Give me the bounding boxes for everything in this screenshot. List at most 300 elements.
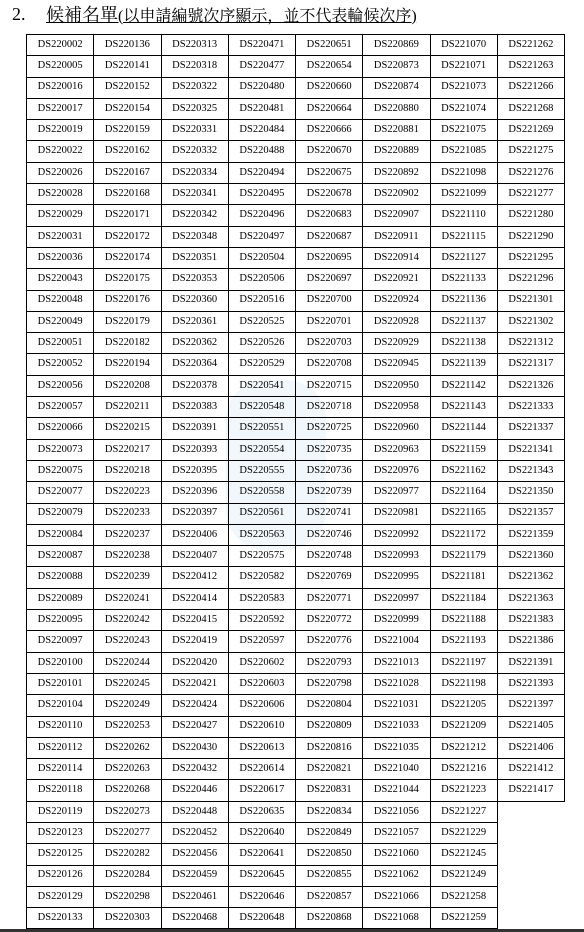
- application-number-cell: DS220179: [94, 311, 161, 332]
- application-number-cell: DS221333: [497, 397, 564, 418]
- application-number-cell: DS221136: [430, 290, 497, 311]
- application-number-cell: DS221070: [430, 35, 497, 56]
- application-number-cell: DS220125: [27, 844, 94, 865]
- application-number-cell: DS220664: [296, 98, 363, 119]
- application-number-cell: DS221165: [430, 503, 497, 524]
- application-number-cell: DS221068: [363, 908, 430, 929]
- application-number-cell: DS220902: [363, 184, 430, 205]
- application-number-cell: DS220239: [94, 567, 161, 588]
- application-number-cell: DS221295: [497, 247, 564, 268]
- application-number-cell: DS221127: [430, 247, 497, 268]
- section-heading: [12, 0, 417, 28]
- application-number-cell: DS220654: [296, 56, 363, 77]
- application-number-cell: DS220446: [161, 780, 228, 801]
- application-number-cell: DS220168: [94, 184, 161, 205]
- application-number-cell: DS220351: [161, 247, 228, 268]
- application-number-cell: DS220950: [363, 375, 430, 396]
- application-number-cell: DS220873: [363, 56, 430, 77]
- application-number-cell: DS220421: [161, 673, 228, 694]
- application-number-cell: DS220407: [161, 546, 228, 567]
- application-number-cell: DS220277: [94, 822, 161, 843]
- application-number-cell: DS220031: [27, 226, 94, 247]
- application-number-cell: DS220129: [27, 886, 94, 907]
- application-number-cell: DS220353: [161, 269, 228, 290]
- table-row: [27, 120, 565, 141]
- application-number-cell: DS220088: [27, 567, 94, 588]
- application-number-cell: DS220477: [228, 56, 295, 77]
- application-number-cell: DS220249: [94, 695, 161, 716]
- application-number-cell: DS221138: [430, 333, 497, 354]
- application-number-cell: DS220334: [161, 162, 228, 183]
- application-number-cell: DS220748: [296, 546, 363, 567]
- waiting-list-body: [27, 35, 565, 929]
- application-number-cell: DS221074: [430, 98, 497, 119]
- application-number-cell: DS221184: [430, 588, 497, 609]
- application-number-cell: DS220739: [296, 482, 363, 503]
- application-number-cell: DS220548: [228, 397, 295, 418]
- application-number-cell: DS220005: [27, 56, 94, 77]
- application-number-cell: DS220162: [94, 141, 161, 162]
- application-number-cell: DS221159: [430, 439, 497, 460]
- empty-cell: [497, 865, 564, 886]
- application-number-cell: DS221057: [363, 822, 430, 843]
- application-number-cell: DS221099: [430, 184, 497, 205]
- application-number-cell: DS220582: [228, 567, 295, 588]
- application-number-cell: DS220419: [161, 631, 228, 652]
- application-number-cell: DS221302: [497, 311, 564, 332]
- application-number-cell: DS220697: [296, 269, 363, 290]
- application-number-cell: DS221350: [497, 482, 564, 503]
- application-number-cell: DS220504: [228, 247, 295, 268]
- table-row: [27, 631, 565, 652]
- application-number-cell: DS220360: [161, 290, 228, 311]
- table-row: [27, 503, 565, 524]
- application-number-cell: DS220929: [363, 333, 430, 354]
- waiting-list-table: [26, 34, 565, 929]
- application-number-cell: DS221397: [497, 695, 564, 716]
- application-number-cell: DS221115: [430, 226, 497, 247]
- application-number-cell: DS220495: [228, 184, 295, 205]
- application-number-cell: DS220484: [228, 120, 295, 141]
- application-number-cell: DS220614: [228, 759, 295, 780]
- application-number-cell: DS221360: [497, 546, 564, 567]
- application-number-cell: DS220331: [161, 120, 228, 141]
- application-number-cell: DS220461: [161, 886, 228, 907]
- application-number-cell: DS220480: [228, 77, 295, 98]
- application-number-cell: DS221290: [497, 226, 564, 247]
- application-number-cell: DS220558: [228, 482, 295, 503]
- application-number-cell: DS220066: [27, 418, 94, 439]
- table-row: [27, 333, 565, 354]
- application-number-cell: DS220928: [363, 311, 430, 332]
- application-number-cell: DS220606: [228, 695, 295, 716]
- application-number-cell: DS220735: [296, 439, 363, 460]
- application-number-cell: DS220136: [94, 35, 161, 56]
- table-row: [27, 184, 565, 205]
- application-number-cell: DS221060: [363, 844, 430, 865]
- application-number-cell: DS221326: [497, 375, 564, 396]
- application-number-cell: DS220651: [296, 35, 363, 56]
- application-number-cell: DS221317: [497, 354, 564, 375]
- application-number-cell: DS220056: [27, 375, 94, 396]
- application-number-cell: DS220541: [228, 375, 295, 396]
- application-number-cell: DS220977: [363, 482, 430, 503]
- application-number-cell: DS220097: [27, 631, 94, 652]
- section-title-note: (以申請編號次序顯示，並不代表輪候次序): [118, 7, 417, 25]
- application-number-cell: DS220640: [228, 822, 295, 843]
- application-number-cell: DS220700: [296, 290, 363, 311]
- application-number-cell: DS220868: [296, 908, 363, 929]
- application-number-cell: DS220208: [94, 375, 161, 396]
- application-number-cell: DS220746: [296, 524, 363, 545]
- application-number-cell: DS220079: [27, 503, 94, 524]
- application-number-cell: DS221259: [430, 908, 497, 929]
- application-number-cell: DS220427: [161, 716, 228, 737]
- application-number-cell: DS220119: [27, 801, 94, 822]
- application-number-cell: DS221312: [497, 333, 564, 354]
- application-number-cell: DS220958: [363, 397, 430, 418]
- table-row: [27, 269, 565, 290]
- application-number-cell: DS221405: [497, 716, 564, 737]
- application-number-cell: DS220430: [161, 737, 228, 758]
- application-number-cell: DS220218: [94, 460, 161, 481]
- table-row: [27, 77, 565, 98]
- application-number-cell: DS220159: [94, 120, 161, 141]
- application-number-cell: DS220126: [27, 865, 94, 886]
- application-number-cell: DS220215: [94, 418, 161, 439]
- application-number-cell: DS221181: [430, 567, 497, 588]
- application-number-cell: DS221296: [497, 269, 564, 290]
- application-number-cell: DS220175: [94, 269, 161, 290]
- table-row: [27, 652, 565, 673]
- table-row: [27, 524, 565, 545]
- table-row: [27, 780, 565, 801]
- application-number-cell: DS221044: [363, 780, 430, 801]
- application-number-cell: DS220253: [94, 716, 161, 737]
- application-number-cell: DS221073: [430, 77, 497, 98]
- application-number-cell: DS221277: [497, 184, 564, 205]
- application-number-cell: DS220613: [228, 737, 295, 758]
- application-number-cell: DS220172: [94, 226, 161, 247]
- table-row: [27, 588, 565, 609]
- application-number-cell: DS221276: [497, 162, 564, 183]
- application-number-cell: DS221071: [430, 56, 497, 77]
- application-number-cell: DS220718: [296, 397, 363, 418]
- application-number-cell: DS220432: [161, 759, 228, 780]
- application-number-cell: DS220849: [296, 822, 363, 843]
- table-row: [27, 311, 565, 332]
- application-number-cell: DS220468: [161, 908, 228, 929]
- application-number-cell: DS221249: [430, 865, 497, 886]
- application-number-cell: DS220075: [27, 460, 94, 481]
- application-number-cell: DS220298: [94, 886, 161, 907]
- application-number-cell: DS220167: [94, 162, 161, 183]
- application-number-cell: DS220036: [27, 247, 94, 268]
- application-number-cell: DS221227: [430, 801, 497, 822]
- application-number-cell: DS221263: [497, 56, 564, 77]
- application-number-cell: DS220683: [296, 205, 363, 226]
- application-number-cell: DS220976: [363, 460, 430, 481]
- application-number-cell: DS220960: [363, 418, 430, 439]
- application-number-cell: DS221040: [363, 759, 430, 780]
- application-number-cell: DS220798: [296, 673, 363, 694]
- application-number-cell: DS221406: [497, 737, 564, 758]
- application-number-cell: DS220816: [296, 737, 363, 758]
- application-number-cell: DS221417: [497, 780, 564, 801]
- application-number-cell: DS220341: [161, 184, 228, 205]
- application-number-cell: DS221341: [497, 439, 564, 460]
- application-number-cell: DS221143: [430, 397, 497, 418]
- application-number-cell: DS221179: [430, 546, 497, 567]
- application-number-cell: DS220424: [161, 695, 228, 716]
- application-number-cell: DS220118: [27, 780, 94, 801]
- application-number-cell: DS220420: [161, 652, 228, 673]
- application-number-cell: DS221193: [430, 631, 497, 652]
- application-number-cell: DS220452: [161, 822, 228, 843]
- application-number-cell: DS220831: [296, 780, 363, 801]
- table-row: [27, 35, 565, 56]
- application-number-cell: DS220238: [94, 546, 161, 567]
- application-number-cell: DS220089: [27, 588, 94, 609]
- application-number-cell: DS220602: [228, 652, 295, 673]
- application-number-cell: DS221056: [363, 801, 430, 822]
- application-number-cell: DS220648: [228, 908, 295, 929]
- application-number-cell: DS220016: [27, 77, 94, 98]
- application-number-cell: DS220881: [363, 120, 430, 141]
- application-number-cell: DS221133: [430, 269, 497, 290]
- application-number-cell: DS221268: [497, 98, 564, 119]
- application-number-cell: DS220995: [363, 567, 430, 588]
- application-number-cell: DS220114: [27, 759, 94, 780]
- application-number-cell: DS220414: [161, 588, 228, 609]
- application-number-cell: DS221013: [363, 652, 430, 673]
- application-number-cell: DS220963: [363, 439, 430, 460]
- application-number-cell: DS220171: [94, 205, 161, 226]
- application-number-cell: DS221223: [430, 780, 497, 801]
- application-number-cell: DS221363: [497, 588, 564, 609]
- application-number-cell: DS220496: [228, 205, 295, 226]
- application-number-cell: DS220028: [27, 184, 94, 205]
- application-number-cell: DS221275: [497, 141, 564, 162]
- application-number-cell: DS220176: [94, 290, 161, 311]
- empty-cell: [497, 908, 564, 929]
- application-number-cell: DS220597: [228, 631, 295, 652]
- application-number-cell: DS220313: [161, 35, 228, 56]
- table-row: [27, 290, 565, 311]
- application-number-cell: DS220141: [94, 56, 161, 77]
- application-number-cell: DS221245: [430, 844, 497, 865]
- application-number-cell: DS220563: [228, 524, 295, 545]
- application-number-cell: DS220284: [94, 865, 161, 886]
- application-number-cell: DS220736: [296, 460, 363, 481]
- application-number-cell: DS221258: [430, 886, 497, 907]
- application-number-cell: DS220043: [27, 269, 94, 290]
- application-number-cell: DS220695: [296, 247, 363, 268]
- application-number-cell: DS220610: [228, 716, 295, 737]
- application-number-cell: DS220211: [94, 397, 161, 418]
- table-row: [27, 226, 565, 247]
- table-row: [27, 695, 565, 716]
- application-number-cell: DS221383: [497, 610, 564, 631]
- table-row: [27, 865, 565, 886]
- application-number-cell: DS221198: [430, 673, 497, 694]
- application-number-cell: DS220406: [161, 524, 228, 545]
- application-number-cell: DS220383: [161, 397, 228, 418]
- table-row: [27, 759, 565, 780]
- application-number-cell: DS221212: [430, 737, 497, 758]
- table-row: [27, 908, 565, 929]
- application-number-cell: DS220488: [228, 141, 295, 162]
- application-number-cell: DS220241: [94, 588, 161, 609]
- application-number-cell: DS220073: [27, 439, 94, 460]
- application-number-cell: DS221393: [497, 673, 564, 694]
- application-number-cell: DS220084: [27, 524, 94, 545]
- application-number-cell: DS221066: [363, 886, 430, 907]
- application-number-cell: DS220049: [27, 311, 94, 332]
- table-row: [27, 460, 565, 481]
- application-number-cell: DS220834: [296, 801, 363, 822]
- application-number-cell: DS220725: [296, 418, 363, 439]
- application-number-cell: DS221028: [363, 673, 430, 694]
- application-number-cell: DS221062: [363, 865, 430, 886]
- application-number-cell: DS220703: [296, 333, 363, 354]
- application-number-cell: DS220245: [94, 673, 161, 694]
- application-number-cell: DS220678: [296, 184, 363, 205]
- application-number-cell: DS221197: [430, 652, 497, 673]
- table-row: [27, 801, 565, 822]
- application-number-cell: DS220992: [363, 524, 430, 545]
- application-number-cell: DS220154: [94, 98, 161, 119]
- application-number-cell: DS220318: [161, 56, 228, 77]
- application-number-cell: DS220217: [94, 439, 161, 460]
- application-number-cell: DS221162: [430, 460, 497, 481]
- application-number-cell: DS220412: [161, 567, 228, 588]
- application-number-cell: DS220641: [228, 844, 295, 865]
- application-number-cell: DS220506: [228, 269, 295, 290]
- table-row: [27, 482, 565, 503]
- application-number-cell: DS221386: [497, 631, 564, 652]
- application-number-cell: DS220809: [296, 716, 363, 737]
- application-number-cell: DS220776: [296, 631, 363, 652]
- table-row: [27, 567, 565, 588]
- application-number-cell: DS220104: [27, 695, 94, 716]
- application-number-cell: DS221269: [497, 120, 564, 141]
- application-number-cell: DS220551: [228, 418, 295, 439]
- table-row: [27, 886, 565, 907]
- empty-cell: [497, 844, 564, 865]
- table-row: [27, 418, 565, 439]
- application-number-cell: DS220708: [296, 354, 363, 375]
- application-number-cell: DS220603: [228, 673, 295, 694]
- application-number-cell: DS220396: [161, 482, 228, 503]
- application-number-cell: DS221142: [430, 375, 497, 396]
- application-number-cell: DS220325: [161, 98, 228, 119]
- application-number-cell: DS220057: [27, 397, 94, 418]
- application-number-cell: DS220174: [94, 247, 161, 268]
- application-number-cell: DS220793: [296, 652, 363, 673]
- application-number-cell: DS221139: [430, 354, 497, 375]
- application-number-cell: DS221412: [497, 759, 564, 780]
- application-number-cell: DS220026: [27, 162, 94, 183]
- application-number-cell: DS221229: [430, 822, 497, 843]
- application-number-cell: DS221031: [363, 695, 430, 716]
- empty-cell: [497, 822, 564, 843]
- application-number-cell: DS220471: [228, 35, 295, 56]
- table-row: [27, 162, 565, 183]
- application-number-cell: DS220526: [228, 333, 295, 354]
- application-number-cell: DS221301: [497, 290, 564, 311]
- application-number-cell: DS221035: [363, 737, 430, 758]
- application-number-cell: DS220100: [27, 652, 94, 673]
- application-number-cell: DS220769: [296, 567, 363, 588]
- table-row: [27, 546, 565, 567]
- application-number-cell: DS220715: [296, 375, 363, 396]
- table-row: [27, 673, 565, 694]
- application-number-cell: DS221004: [363, 631, 430, 652]
- application-number-cell: DS221164: [430, 482, 497, 503]
- application-number-cell: DS220646: [228, 886, 295, 907]
- application-number-cell: DS220393: [161, 439, 228, 460]
- application-number-cell: DS221266: [497, 77, 564, 98]
- application-number-cell: DS220997: [363, 588, 430, 609]
- application-number-cell: DS220687: [296, 226, 363, 247]
- application-number-cell: DS220494: [228, 162, 295, 183]
- application-number-cell: DS220821: [296, 759, 363, 780]
- application-number-cell: DS220945: [363, 354, 430, 375]
- application-number-cell: DS220397: [161, 503, 228, 524]
- application-number-cell: DS220617: [228, 780, 295, 801]
- application-number-cell: DS220914: [363, 247, 430, 268]
- application-number-cell: DS221098: [430, 162, 497, 183]
- application-number-cell: DS220182: [94, 333, 161, 354]
- application-number-cell: DS221137: [430, 311, 497, 332]
- application-number-cell: DS220273: [94, 801, 161, 822]
- application-number-cell: DS220194: [94, 354, 161, 375]
- empty-cell: [497, 886, 564, 907]
- application-number-cell: DS221343: [497, 460, 564, 481]
- table-row: [27, 716, 565, 737]
- application-number-cell: DS220152: [94, 77, 161, 98]
- application-number-cell: DS221362: [497, 567, 564, 588]
- application-number-cell: DS221075: [430, 120, 497, 141]
- application-number-cell: DS220892: [363, 162, 430, 183]
- application-number-cell: DS220448: [161, 801, 228, 822]
- application-number-cell: DS220525: [228, 311, 295, 332]
- application-number-cell: DS221209: [430, 716, 497, 737]
- application-number-cell: DS220575: [228, 546, 295, 567]
- application-number-cell: DS220029: [27, 205, 94, 226]
- application-number-cell: DS220880: [363, 98, 430, 119]
- application-number-cell: DS220993: [363, 546, 430, 567]
- application-number-cell: DS221359: [497, 524, 564, 545]
- application-number-cell: DS220561: [228, 503, 295, 524]
- application-number-cell: DS220481: [228, 98, 295, 119]
- application-number-cell: DS220262: [94, 737, 161, 758]
- section-title: 候補名單: [46, 5, 118, 25]
- empty-cell: [497, 801, 564, 822]
- application-number-cell: DS220874: [363, 77, 430, 98]
- application-number-cell: DS220869: [363, 35, 430, 56]
- application-number-cell: DS221357: [497, 503, 564, 524]
- application-number-cell: DS220263: [94, 759, 161, 780]
- application-number-cell: DS221172: [430, 524, 497, 545]
- application-number-cell: DS220101: [27, 673, 94, 694]
- application-number-cell: DS220244: [94, 652, 161, 673]
- table-row: [27, 56, 565, 77]
- application-number-cell: DS220554: [228, 439, 295, 460]
- table-row: [27, 397, 565, 418]
- application-number-cell: DS220855: [296, 865, 363, 886]
